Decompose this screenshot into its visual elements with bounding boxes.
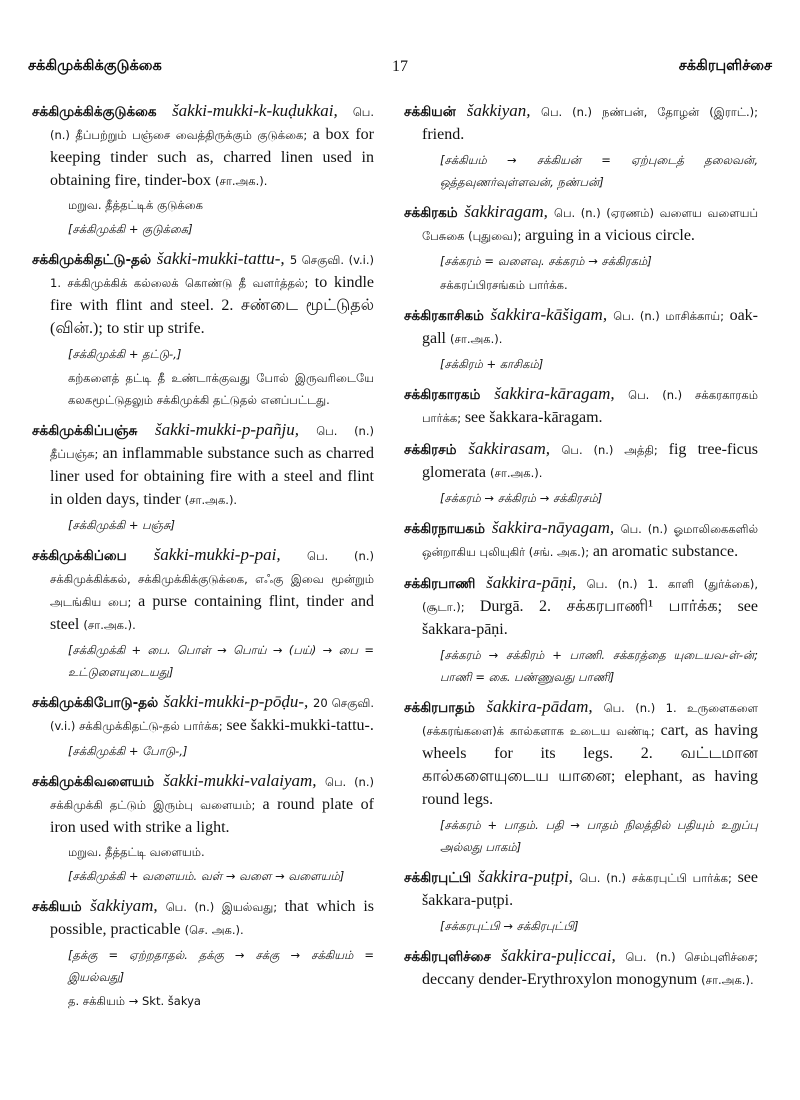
tamil-definition: சக்கரபுட்பி பார்க்க; <box>631 871 738 885</box>
transliteration: šakkirasam, <box>468 439 562 458</box>
tamil-definition: செம்புளிச்சை; <box>684 950 758 964</box>
tamil-definition: 1. காளி (துர்க்கை), (சூடா.); <box>422 577 758 614</box>
tamil-definition: 1. உருளைகளை (சக்கரங்களை)க் கால்களாக உடைய வண்டி; <box>422 701 758 738</box>
grammar-label: பெ. (n.) <box>613 309 666 323</box>
dictionary-entry <box>404 438 758 509</box>
english-definition: to kindle fire with flint and steel. 2. சண்டை மூட்டுதல் (வின்.); to stir up strife. <box>50 274 375 337</box>
header-guide-word-right: சக்கிரபுளிச்சை <box>678 58 772 74</box>
etymology: [சக்கரம் = வளைவு. சக்கரம் → சக்கிரகம்] <box>440 254 652 268</box>
transliteration: šakkiragam, <box>464 202 555 221</box>
headword: சக்கிமுக்கிபோடு-தல் <box>32 695 164 711</box>
left-column <box>32 100 374 1020</box>
grammar-label: பெ. (n.) <box>561 443 625 457</box>
english-definition: deccany dender-Erythroxylon monogynum <box>422 971 702 988</box>
transliteration: šakkira-nāyagam, <box>491 518 621 537</box>
tamil-definition: அத்தி; <box>624 443 669 457</box>
etymology: [சக்கியம் → சக்கியன் = ஏற்புடைத் தலைவன், ஒத்தவுணர்வுள்ளவன், நண்பன்] <box>440 153 758 189</box>
synonym-line: மறுவ. தீத்தட்டிக் குடுக்கை <box>68 198 203 212</box>
tamil-definition: இயல்வது; <box>221 900 285 914</box>
source-abbrev: (சா.அக.). <box>450 332 503 346</box>
source-abbrev: (சா.அக.). <box>184 493 238 507</box>
etymology: [சக்கிமுக்கி + போடு-,] <box>68 744 188 758</box>
english-definition: see šakki-mukki-tattu-. <box>226 717 374 734</box>
headword: சக்கியன் <box>404 104 467 120</box>
headword: சக்கிரசம் <box>404 442 469 458</box>
english-definition: arguing in a vicious circle. <box>525 227 695 244</box>
synonym-line: மறுவ. தீத்தட்டி வளையம். <box>68 845 205 859</box>
headword: சக்கிமுக்கிக்குடுக்கை <box>32 104 173 120</box>
grammar-label: 20 செகுவி. (v.i.) <box>50 696 374 733</box>
etymology: [சக்கரம் + பாதம். பதி → பாதம் நிலத்தில் பதியும் உறுப்பு அல்லது பாகம்] <box>440 818 758 854</box>
dictionary-entry <box>404 866 758 937</box>
english-definition: friend. <box>422 126 465 143</box>
etymology: [சக்கிமுக்கி + வளையம். வள் → வளை → வளையம்] <box>68 869 345 883</box>
english-definition: a box for keeping tinder such as, charred linen used in obtaining fire, tinder-box <box>50 126 374 189</box>
transliteration: šakkira-pāṇi, <box>486 573 587 592</box>
page-number: 17 <box>392 58 408 75</box>
english-definition: Durgā. 2. சக்கரபாணி¹ பார்க்க; see šakkara-pāṇi. <box>422 598 758 638</box>
tamil-definition: ஓமாலிகைகளில் ஒன்றாகிய புலியுகிர் (சங். அக.); <box>422 522 758 559</box>
headword: சக்கிமுக்கிவளையம் <box>32 774 164 790</box>
english-definition: that which is possible, practicable <box>50 898 374 938</box>
grammar-label: பெ. (n.) <box>579 871 632 885</box>
dictionary-entry <box>32 100 374 240</box>
tamil-definition: தீப்பஞ்சு; <box>50 447 103 461</box>
dictionary-entry <box>32 691 374 762</box>
headword: சக்கிரபாதம் <box>404 700 487 716</box>
etymology: [சக்கிரம் + காசிகம்] <box>440 357 544 371</box>
etymology: [சக்கிமுக்கி + பஞ்சு] <box>68 518 176 532</box>
headword: சக்கிமுக்கிப்பை <box>32 548 154 564</box>
dictionary-entry <box>404 572 758 688</box>
dictionary-entry <box>404 696 758 858</box>
dictionary-entry <box>404 304 758 375</box>
english-definition: a purse containing flint, tinder and steel <box>50 593 374 633</box>
transliteration: šakkira-kāšigam, <box>490 305 614 324</box>
grammar-label: பெ. (n.) <box>165 900 222 914</box>
transliteration: šakkira-pādam, <box>486 697 604 716</box>
headword: சக்கிமுக்கிதட்டு-தல் <box>32 252 157 268</box>
transliteration: šakki-mukki-p-pañju, <box>154 420 317 439</box>
source-abbrev: (சா.அக.). <box>701 973 754 987</box>
headword: சக்கிமுக்கிப்பஞ்சு <box>32 423 155 439</box>
headword: சக்கிரகாசிகம் <box>404 308 491 324</box>
grammar-label: பெ. (n.) <box>50 105 374 142</box>
headword: சக்கிரகாரகம் <box>404 387 495 403</box>
tamil-definition: 1. சக்கிமுக்கிக் கல்லைக் கொண்டு தீ வளர்த்தல்; <box>50 276 315 290</box>
source-abbrev: (சா.அக.). <box>489 466 543 480</box>
english-definition: a round plate of iron used with strike a light. <box>50 796 374 836</box>
grammar-label: பெ. (n.) <box>325 775 374 789</box>
grammar-label: பெ. (n.) <box>541 105 602 119</box>
dictionary-entry <box>404 383 758 430</box>
grammar-label: பெ. (n.) <box>554 206 607 220</box>
dictionary-entry <box>404 100 758 193</box>
etymology: [சக்கிமுக்கி + தட்டு-,] <box>68 347 182 361</box>
headword: சக்கிரகம் <box>404 205 465 221</box>
grammar-label: பெ. (n.) <box>620 522 674 536</box>
transliteration: šakkira-kāragam, <box>494 384 629 403</box>
right-column <box>404 100 758 1000</box>
english-definition: cart, as having wheels for its legs. 2. வட்டமான கால்களையுடைய யானை; elephant, as having round legs. <box>422 722 758 808</box>
tamil-definition: சக்கிமுக்கி தட்டும் இரும்பு வளையம்; <box>50 798 263 812</box>
entry-note: சக்கரப்பிரசங்கம் பார்க்க. <box>440 278 568 292</box>
tamil-definition: நண்பன், தோழன் (இராட்.); <box>601 105 758 119</box>
english-definition: an aromatic substance. <box>592 543 739 560</box>
transliteration: šakki-mukki-tattu-, <box>156 249 290 268</box>
dictionary-entry <box>404 201 758 296</box>
tamil-definition: சக்கிமுக்கிதட்டு-தல் பார்க்க; <box>79 719 227 733</box>
transliteration: šakki-mukki-p-pōḍu-, <box>163 692 314 711</box>
tamil-definition: (ஏரணம்) வளைய வளையப் பேசுகை (புதுவை); <box>422 206 758 243</box>
dictionary-entry <box>32 248 374 411</box>
source-abbrev: (சா.அக.). <box>83 618 136 632</box>
english-definition: oak-gall <box>422 307 758 347</box>
grammar-label: பெ. (n.) <box>628 388 696 402</box>
tamil-definition: சக்கரகாரகம் பார்க்க; <box>422 388 758 425</box>
etymology: [தக்கு = ஏற்றதாதல். தக்கு → சக்கு → சக்கியம் = இயல்வது] <box>68 948 374 984</box>
headword: சக்கிரபுட்பி <box>404 870 479 886</box>
transliteration: šakkira-puḷiccai, <box>500 946 626 965</box>
grammar-label: பெ. (n.) <box>625 950 685 964</box>
etymology: [சக்கிமுக்கி + குடுக்கை] <box>68 222 193 236</box>
headword: சக்கிரபாணி <box>404 576 487 592</box>
english-definition: an inflammable substance such as charred liner used for obtaining fire with a steel and flint in olden days, tinder <box>50 445 374 508</box>
transliteration: šakkira-puṭpi, <box>478 867 580 886</box>
grammar-label: 5 செகுவி. (v.i.) <box>289 253 375 267</box>
grammar-label: பெ. (n.) <box>603 701 666 715</box>
entry-note: கற்களைத் தட்டி தீ உண்டாக்குவது போல் இருவரிடையே கலகமூட்டுதலும் சக்கிமுக்கி தட்டுதல் எனப்பட்டது. <box>68 371 374 407</box>
etymology: [சக்கரம் → சக்கிரம் → சக்கிரசம்] <box>440 491 603 505</box>
grammar-label: பெ. (n.) <box>307 549 374 563</box>
transliteration: šakkiyan, <box>466 101 542 120</box>
grammar-label: பெ. (n.) <box>586 577 648 591</box>
tamil-definition: தீப்பற்றும் பஞ்சை வைத்திருக்கும் குடுக்கை; <box>75 128 313 142</box>
dictionary-entry <box>404 517 758 564</box>
dictionary-entry <box>32 770 374 887</box>
tamil-definition: மாசிக்காய்; <box>665 309 730 323</box>
headword: சக்கிரபுளிச்சை <box>404 949 501 965</box>
tamil-definition: சக்கிமுக்கிக்கல், சக்கிமுக்கிக்குடுக்கை, எஃகு இவை மூன்றும் அடங்கிய பை; <box>50 572 374 609</box>
etymology: [சக்கிமுக்கி + பை. பொள் → பொய் → (பய்) → பை = உட்டுளையுடையது] <box>68 643 374 679</box>
transliteration: šakkiyam, <box>90 896 166 915</box>
english-definition: fig tree-ficus glomerata <box>422 441 758 481</box>
english-definition: see šakkara-kāragam. <box>464 409 603 426</box>
headword: சக்கிரநாயகம் <box>404 521 492 537</box>
page-header <box>28 58 772 82</box>
transliteration: šakki-mukki-k-kuḍukkai, <box>172 101 353 120</box>
entry-note: த. சக்கியம் → Skt. šakya <box>68 994 201 1008</box>
source-abbrev: (சா.அக.). <box>214 174 268 188</box>
dictionary-entry <box>32 895 374 1012</box>
dictionary-entry <box>32 419 374 536</box>
source-abbrev: (செ. அக.). <box>184 923 244 937</box>
etymology: [சக்கரபுட்பி → சக்கிரபுட்பி] <box>440 919 579 933</box>
headword: சக்கியம் <box>32 899 91 915</box>
etymology: [சக்கரம் → சக்கிரம் + பாணி. சக்கரத்தை யுடையவ-ள்-ன்; பாணி = கை. பண்ணுவது பாணி] <box>440 648 758 684</box>
transliteration: šakki-mukki-p-pai, <box>153 545 308 564</box>
dictionary-entry <box>404 945 758 992</box>
english-definition: see šakkara-puṭpi. <box>422 869 758 909</box>
grammar-label: பெ. (n.) <box>316 424 374 438</box>
header-guide-word-left: சக்கிமுக்கிக்குடுக்கை <box>28 58 162 74</box>
transliteration: šakki-mukki-valaiyam, <box>163 771 326 790</box>
dictionary-entry <box>32 544 374 683</box>
